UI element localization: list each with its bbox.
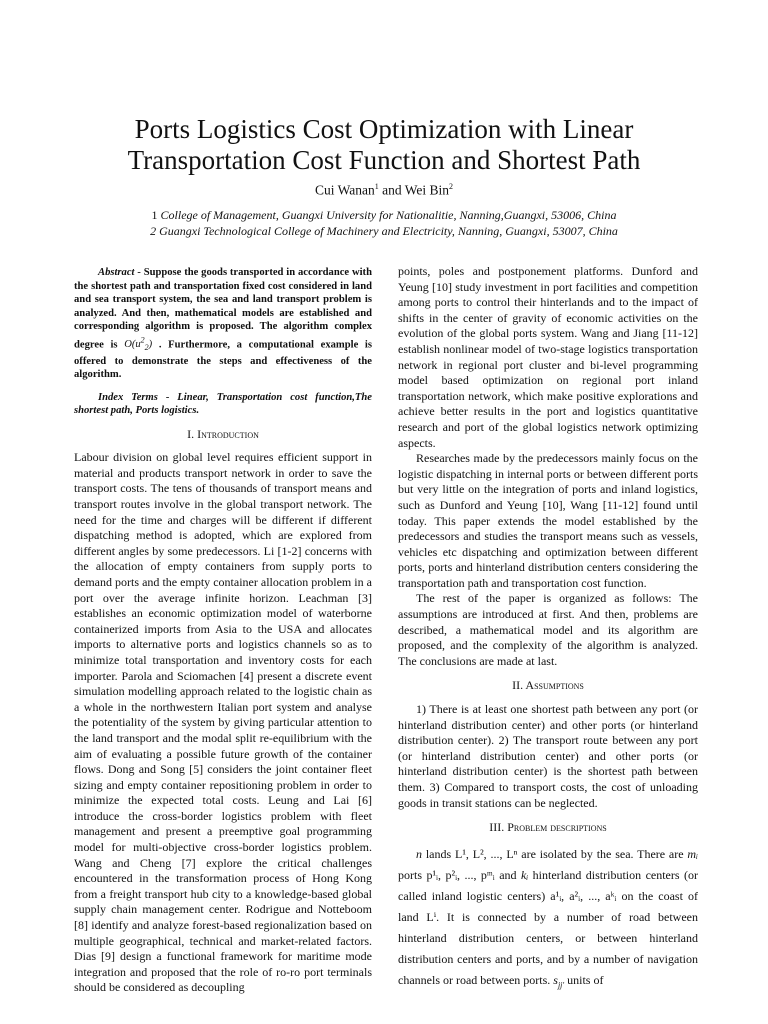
abstract-text-a: Suppose the goods transported in accordance with the shortest path and transportation fixed cost considered in land and sea transport system, the sea and land transport problem is analyzed. And then, mathematical models are established and corresponding algorithm is proposed. The algorithm complex degree is (74, 267, 372, 351)
author-1: Cui Wanan (314, 182, 375, 198)
abstract-lead: Abstract - (98, 267, 144, 278)
centers-formula: a¹ᵢ, a²ᵢ, ..., aᵏᵢ (550, 888, 617, 903)
abstract-text-b: . Furthermore, a computational example is offered to demonstrate the steps and effectiveness of the algorithm. (74, 339, 373, 381)
ports-formula: p¹ᵢ, p²ᵢ, ..., pᵐᵢ (426, 867, 495, 882)
var-s-sub: jj' (557, 980, 565, 990)
index-terms: Index Terms - Linear, Transportation cost function,The shortest path, Ports logistics. (74, 391, 372, 417)
assumptions-paragraph: 1) There is at least one shortest path between any port (or hinterland distribution center) and other ports (or hinterland distribution center). 2) The transport route between any port (or hinterland distribution center) and other ports (or hinterland distribution center) is the shortest path between them. 3) Compared to transport costs, the cost of unloading goods in transit stations can be neglected. (398, 702, 698, 810)
formula-base: O(u (124, 339, 141, 351)
prob-text-f: on the coast of land (398, 888, 698, 924)
prob-text-e: hinterland distribution centers (or called inland logistic centers) (398, 867, 698, 903)
affiliation-2: 2 Guangxi Technological College of Machinery and Electricity, Nanning, Guangxi, 53007, China (150, 224, 618, 238)
affiliation-1-number: 1 (151, 208, 161, 222)
prob-text-c: ports (398, 867, 427, 882)
affiliation-1 (0, 208, 768, 223)
right-column (398, 264, 698, 995)
left-column (74, 266, 372, 996)
prob-text-d: and (494, 867, 521, 882)
paper-title (40, 114, 728, 176)
author-and: and (378, 182, 405, 198)
author-2: Wei Bin (404, 182, 450, 198)
section-heading-problem: III. Problem descriptions (489, 820, 607, 835)
affiliation-1-text: College of Management, Guangxi University for Nationalitie, Nanning,Guangxi, 53006, China (160, 208, 617, 222)
author-2-sup: 2 (449, 182, 454, 191)
introduction-paragraph: Labour division on global level requires efficient support in material and products transport network in order to save the transport costs. The tens of thousands of transport means and transport routes involve in the global transport network. The need for the time and charges will be different if different dispatching method is adopted, which are explored from different angles by some predecessors. Li [1-2] concerns with the allocation of empty containers from supply ports to demand ports and the empty container allocation problem in a port over the average infinite horizon. Leachman [3] establishes an economic optimization model of waterborne containerized imports from Asia to the USA and allocates imports to alternative ports and logistics channels so as to minimize total transportation and inventory costs for each importer. Parola and Sciomachen [4] present a discrete event simulation modelling approach related to the logistic chain as a whole in the northwestern Italian port system and analyse the potentiality of the system by giving particular attention to the land transport and the modal split re-equilibrium with the aim of evaluating a possible future growth of the container flows. Dong and Song [5] considers the joint container fleet sizing and empty container repositioning problem in order to minimize the expected total costs. Leung and Lai [6] introduce the cross-border logistics problem with fleet management and present a preemptive goal programming model for multi-objective cross-border logistics problem. Wang and Cheng [7] explore the critical challenges encountered in the transformation process of Hong Kong from a freight transport hub city to a knowledge-based global supply chain management center. Rodrigue and Notteboom [8] identify and analyze forest-based regionalization based on multiple geographical, technical and market-related factors. Dias [9] design a functional framework for maritime mode integration and proposed that the role of ro-ro port terminals should be considered as decoupling (74, 450, 372, 995)
prob-text-g: . It is connected by a number of road between hinterland distribution centers, or between hinterland distribution centers and ports, and by a number of navigation channels or road between ports. (398, 909, 698, 987)
formula-sup: 2 (140, 335, 145, 345)
formula-sub: 2 (144, 343, 149, 353)
prob-text-h: units of (564, 972, 604, 987)
author-1-sup: 1 (374, 182, 379, 191)
problem-paragraph (398, 844, 698, 995)
authors (0, 182, 768, 199)
complexity-formula (124, 335, 153, 353)
var-ki: kᵢ (521, 867, 529, 882)
formula-end: ) (148, 339, 153, 351)
paragraph-3: The rest of the paper is organized as follows: The assumptions are introduced at first. And then, problems are described, a mathematical model and its algorithm are proposed, and the complexity of the algorithm is analyzed. The conclusions are made at last. (398, 591, 698, 668)
abstract (74, 266, 372, 382)
title-line-2: Transportation Cost Function and Shortest Path (127, 145, 641, 175)
lands-formula: L¹, L², ..., Lⁿ (454, 846, 518, 861)
var-n: n (416, 846, 422, 861)
paragraph-1: points, poles and postponement platforms. Dunford and Yeung [10] study investment in port facilities and competition among ports to control their hinterlands and to the impact of shifts in the center of gravity of economic activities on the evolution of the global ports system. Wang and Jiang [11-12] establish nonlinear model of two-stage logistics transportation network in regional port cluster and bi-level programming model based optimization on regional port inland transportation network, which make positive explorations and achieve better results in the port and logistics quantitative research and port of the global logistics network optimizing aspects. (398, 264, 698, 450)
title-line-1: Ports Logistics Cost Optimization with Linear (134, 114, 634, 144)
var-li: Lⁱ (426, 909, 437, 924)
var-s: s (553, 972, 558, 987)
prob-text-a: lands (422, 846, 455, 861)
var-mi: mᵢ (687, 846, 698, 861)
section-heading-introduction: I. Introduction (187, 426, 259, 441)
section-heading-assumptions: II. Assumptions (512, 678, 584, 693)
paragraph-2: Researches made by the predecessors mainly focus on the logistic dispatching in internal ports or between different ports but very little on the integration of ports and inland logistics, such as Dunford and Yeung [10], Wang [11-12] found until today. This paper extends the model established by the predecessors and studies the transport means such as vessels, vehicles etc dispatching and optimization between different ports, ports and hinterland distribution centers considering the transportation path and transportation cost function. (398, 451, 698, 590)
prob-text-b: are isolated by the sea. There are (517, 846, 688, 861)
